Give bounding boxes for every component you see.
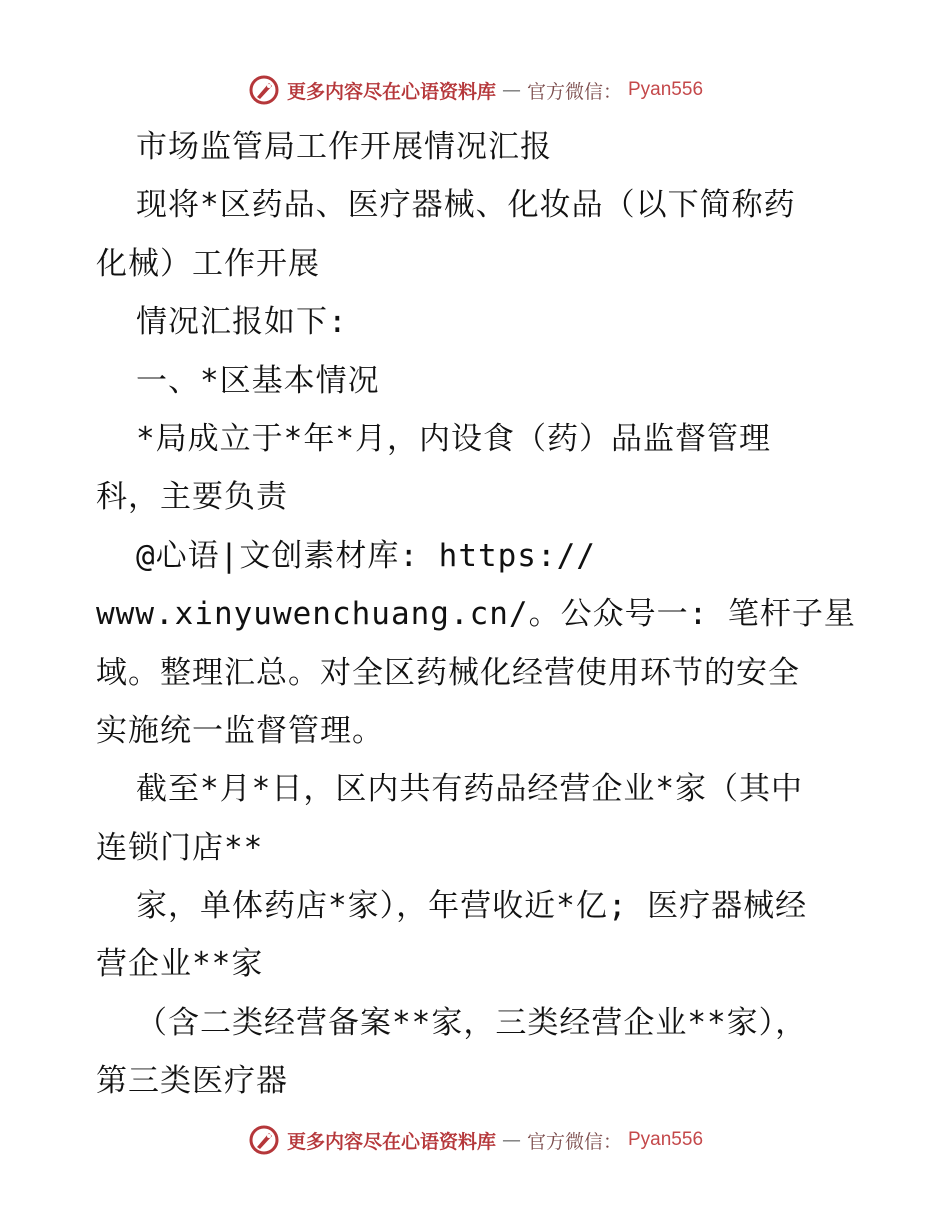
document-line: @心语|文创素材库: https:// [136,537,596,574]
document-line: （含二类经营备案**家，三类经营企业**家）， [136,1004,808,1041]
document-line: 第三类医疗器 [96,1063,288,1100]
watermark-official-label: 官方微信： [526,80,622,103]
document-line: 截至*月*日，区内共有药品经营企业*家（其中 [136,771,803,808]
document-line: 家，单体药店*家），年营收近*亿; 医疗器械经 [136,888,808,925]
watermark-banner-top [0,70,950,110]
watermark-main-text: 更多内容尽在心语资料库 [286,1130,496,1153]
document-line: 连锁门店** [96,829,264,866]
document-line: 一、*区基本情况 [136,362,380,399]
watermark-official-label: 官方微信： [526,1130,622,1153]
watermark-dash: — [501,1129,521,1151]
document-line: 实施统一监督管理。 [96,712,384,749]
document-line: 现将*区药品、医疗器械、化妆品（以下简称药 [136,187,796,224]
document-line: 化械）工作开展 [96,245,320,282]
pen-nib-circle-icon [247,1123,281,1157]
document-line: *局成立于*年*月，内设食（药）品监督管理 [136,420,771,457]
document-line: 科，主要负责 [96,479,288,516]
document-body [96,118,856,1111]
watermark-wechat-id: Pyan556 [628,1129,704,1150]
watermark-dash: — [501,79,521,101]
document-line: 营企业**家 [96,946,264,983]
document-line: 域。整理汇总。对全区药械化经营使用环节的安全 [96,654,800,691]
document-line: 情况汇报如下: [136,304,348,341]
watermark-main-text: 更多内容尽在心语资料库 [286,80,496,103]
watermark-banner-bottom [0,1120,950,1160]
watermark-wechat-id: Pyan556 [628,79,704,100]
document-line: www.xinyuwenchuang.cn/。公众号一: 笔杆子星 [96,596,856,633]
document-line: 市场监管局工作开展情况汇报 [136,129,552,165]
pen-nib-circle-icon [247,73,281,107]
